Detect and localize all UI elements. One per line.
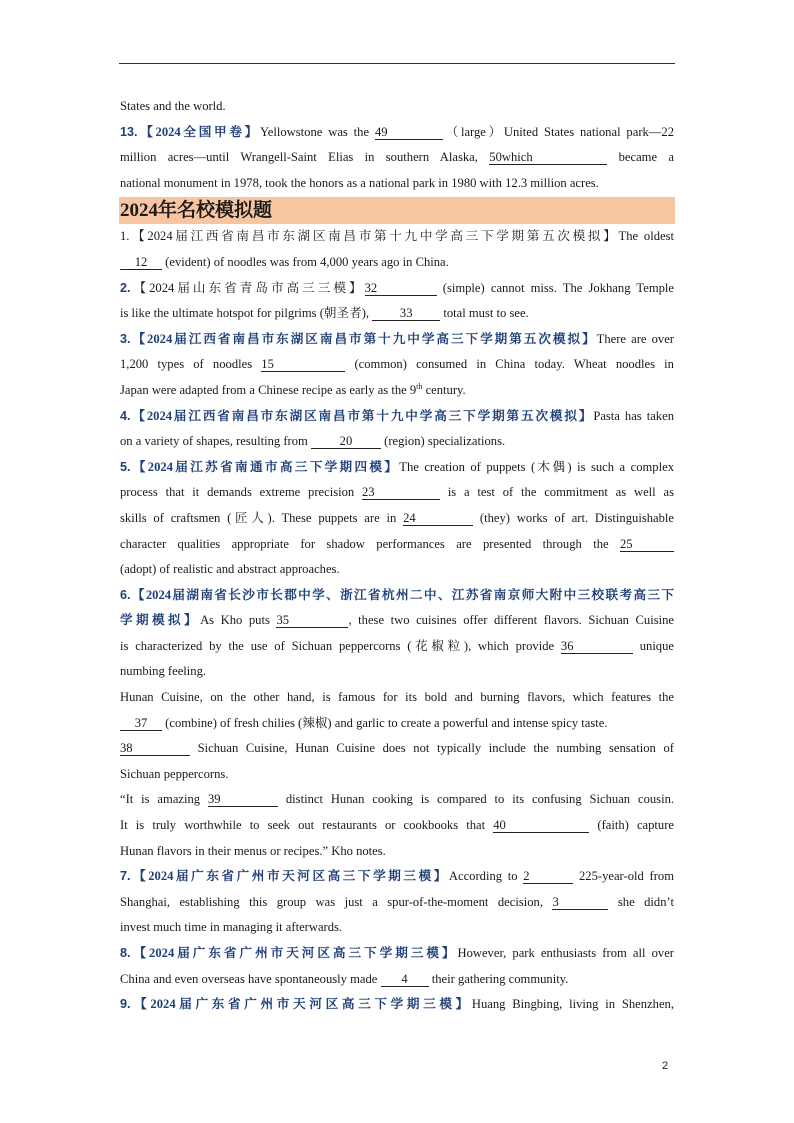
question-source: 【2024届湖南省长沙市长郡中学、浙江省杭州二中、江苏省南京师大附中三校联考高三下	[130, 587, 674, 602]
q4-line2: on a variety of shapes, resulting from 20 (region) specializations.	[120, 434, 506, 449]
question-number: 7.	[120, 869, 131, 884]
question-source: 【2024届山东省青岛市高三三模】	[130, 280, 365, 295]
q13-line3: national monument in 1978, took the honors as a national park in 1980 with 12.3 million acres.	[120, 175, 599, 190]
q9-line1: 9.【2024届广东省广州市天河区高三下学期三模】Huang Bingbing, living in Shenzhen,	[120, 997, 674, 1012]
answer-blank: 36	[561, 639, 633, 654]
q5-line3: skills of craftsmen (匠人). These puppets are in 24 (they) works of art. Distinguishable	[120, 510, 674, 525]
q7-line3: invest much time in managing it afterwards.	[120, 920, 343, 935]
q6-line7: 38 Sichuan Cuisine, Hunan Cuisine does not typically include the numbing sensation of	[120, 741, 675, 756]
q2-line1: 2.【2024届山东省青岛市高三三模】32 (simple) cannot miss. The Jokhang Temple	[120, 280, 675, 295]
q4-line1: 4.【2024届江西省南昌市东湖区南昌市第十九中学高三下学期第五次模拟】Pasta has taken	[120, 408, 674, 423]
q5-line5: (adopt) of realistic and abstract approaches.	[120, 562, 340, 577]
answer-blank: 4	[381, 972, 429, 987]
q6-line9: “It is amazing 39 distinct Hunan cooking is compared to its confusing Sichuan cousin.	[120, 792, 675, 807]
page-number: 2	[662, 1060, 669, 1072]
q6-line10: It is truly worthwhile to seek out restaurants or cookbooks that 40 (faith) capture	[120, 818, 675, 833]
section-heading: 2024年名校模拟题	[119, 197, 675, 224]
answer-blank: 2	[523, 869, 573, 884]
question-number: 9.	[120, 997, 131, 1012]
q2-line2: is like the ultimate hotspot for pilgrims (朝圣者), 33 total must to see.	[120, 306, 529, 321]
document-body	[120, 94, 674, 1018]
answer-blank: 23	[362, 485, 440, 500]
answer-blank: 39	[208, 792, 278, 807]
answer-blank: 33	[372, 306, 440, 321]
q3-line2: 1,200 types of noodles 15 (common) consumed in China today. Wheat noodles in	[120, 357, 674, 372]
question-source: 【2024届江西省南昌市东湖区南昌市第十九中学高三下学期第五次模拟】	[129, 229, 619, 244]
q5-line2: process that it demands extreme precision 23 is a test of the commitment as well as	[120, 485, 674, 500]
question-number: 1.	[120, 229, 130, 244]
answer-blank: 15	[261, 357, 345, 372]
question-source: 【2024届江西省南昌市东湖区南昌市第十九中学高三下学期第五次模拟】	[130, 408, 594, 423]
answer-blank: 49	[375, 125, 443, 140]
answer-blank: 32	[365, 281, 437, 296]
q5-line4: character qualities appropriate for shadow performances are presented through the 25	[120, 532, 674, 558]
question-number: 4.	[120, 408, 131, 423]
question-source: 【2024全国甲卷】	[137, 124, 260, 139]
answer-blank: 37	[120, 716, 162, 731]
question-source: 【2024届广东省广州市天河区高三下学期三模】	[130, 946, 458, 960]
question-number: 2.	[120, 280, 131, 295]
question-number: 13.	[120, 124, 138, 139]
q12-tail: States and the world.	[120, 99, 226, 113]
question-number: 5.	[120, 459, 131, 474]
q8-line2: China and even overseas have spontaneously made 4 their gathering community.	[120, 971, 569, 986]
q6-line1	[120, 583, 674, 609]
answer-blank: 50which	[489, 150, 607, 165]
q3-line1: 3.【2024届江西省南昌市东湖区南昌市第十九中学高三下学期第五次模拟】There are over	[120, 331, 674, 346]
question-number: 8.	[120, 946, 131, 960]
q6-line6: 37 (combine) of fresh chilies (辣椒) and garlic to create a powerful and intense spicy taste.	[120, 711, 674, 737]
answer-blank: 20	[311, 434, 381, 449]
q8-line1: 8.【2024届广东省广州市天河区高三下学期三模】However, park enthusiasts from all over	[120, 946, 674, 960]
answer-blank: 40	[493, 818, 589, 833]
q6-line11: Hunan flavors in their menus or recipes.” Kho notes.	[120, 843, 386, 858]
q6-line4: numbing feeling.	[120, 664, 207, 679]
question-source: 【2024届广东省广州市天河区高三下学期三模】	[130, 869, 449, 884]
answer-blank: 25	[620, 537, 674, 552]
q3-line3: Japan were adapted from a Chinese recipe as early as the 9th century.	[120, 381, 466, 397]
q1-line1: 1.【2024届江西省南昌市东湖区南昌市第十九中学高三下学期第五次模拟】The oldest	[120, 229, 674, 244]
q5-line1: 5.【2024届江苏省南通市高三下学期四模】The creation of puppets (木偶) is such a complex	[120, 459, 674, 474]
q6-line5: Hunan Cuisine, on the other hand, is famous for its bold and burning flavors, which features the	[120, 690, 674, 705]
answer-blank: 24	[403, 511, 473, 526]
question-source: 【2024届江西省南昌市东湖区南昌市第十九中学高三下学期第五次模拟】	[130, 331, 597, 346]
q13-line2: million acres—until Wrangell-Saint Elias in southern Alaska, 50which became a	[120, 150, 674, 165]
q13-line1: 13.【2024全国甲卷】Yellowstone was the 49 （large）United States national park—22	[120, 124, 674, 139]
q7-line1: 7.【2024届广东省广州市天河区高三下学期三模】According to 2 225-year-old from	[120, 869, 674, 884]
question-source: 【2024届广东省广州市天河区高三下学期三模】	[130, 997, 472, 1012]
header-rule	[119, 63, 675, 64]
q1-line2: 12 (evident) of noodles was from 4,000 years ago in China.	[120, 250, 674, 276]
answer-blank: 35	[276, 613, 348, 628]
question-number: 6.	[120, 587, 131, 602]
q6-line3: is characterized by the use of Sichuan peppercorns (花椒粒), which provide 36 unique	[120, 638, 674, 653]
answer-blank: 38	[120, 741, 190, 756]
answer-blank: 12	[120, 255, 162, 270]
question-source: 【2024届江苏省南通市高三下学期四模】	[130, 459, 400, 474]
q6-line2: 学期模拟】As Kho puts 35 , these two cuisines offer different flavors. Sichuan Cuisine	[120, 613, 675, 628]
answer-blank: 3	[552, 895, 608, 910]
q6-line8: Sichuan peppercorns.	[120, 766, 229, 781]
question-number: 3.	[120, 331, 131, 346]
q7-line2: Shanghai, establishing this group was just a spur-of-the-moment decision, 3 she didn’t	[120, 894, 674, 909]
